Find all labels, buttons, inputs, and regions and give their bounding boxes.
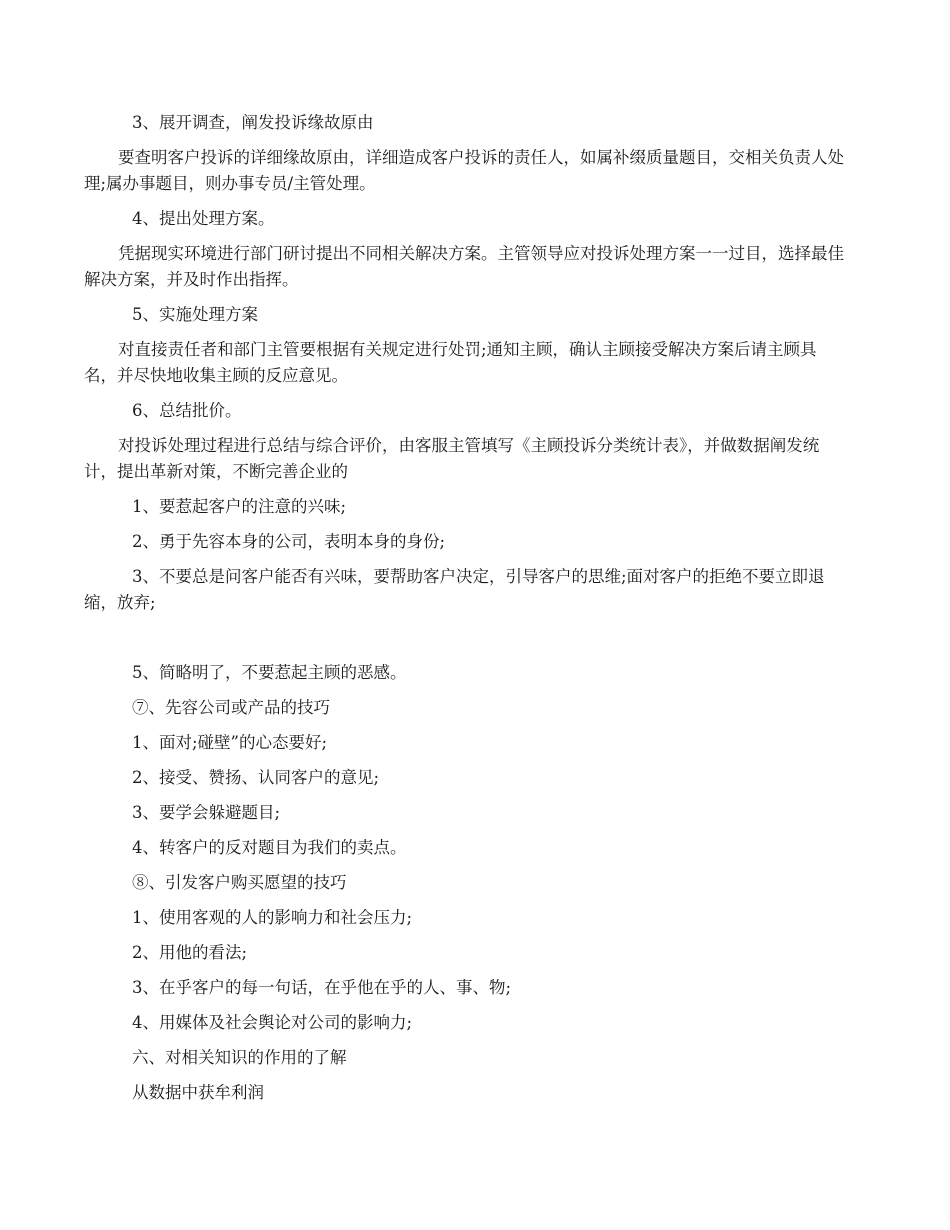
list-item: 5、简略明了，不要惹起主顾的恶感。 [132, 663, 407, 682]
paragraph-heading: 5、实施处理方案 [132, 305, 258, 324]
paragraph-body: 对投诉处理过程进行总结与综合评价，由客服主管填写《主顾投诉分类统计表》，并做数据阐发统计，提出革新对策，不断完善企业的 [84, 436, 820, 481]
list-item: 2、接受、赞扬、认同客户的意见; [132, 768, 380, 787]
list-item: 4、用媒体及社会舆论对公司的影响力; [132, 1013, 413, 1032]
list-item: 2、勇于先容本身的公司，表明本身的身份; [132, 532, 446, 551]
list-item: 4、转客户的反对题目为我们的卖点。 [132, 838, 407, 857]
list-item: 1、面对;碰壁”的心态要好; [132, 733, 328, 752]
paragraph-heading: 6、总结批价。 [132, 401, 242, 420]
section-heading: ⑦、先容公司或产品的技巧 [132, 698, 330, 717]
list-item: 3、在乎客户的每一句话，在乎他在乎的人、事、物; [132, 978, 512, 997]
paragraph-heading: 4、提出处理方案。 [132, 209, 275, 228]
paragraph-body: 凭据现实环境进行部门研讨提出不同相关解决方案。主管领导应对投诉处理方案一一过目，选择最佳解决方案，并及时作出指挥。 [84, 244, 844, 289]
section-gap [84, 625, 844, 660]
section-heading: ⑧、引发客户购买愿望的技巧 [132, 873, 347, 892]
list-item: 1、要惹起客户的注意的兴味; [132, 497, 347, 516]
paragraph-heading: 3、展开调查，阐发投诉缘故原由 [132, 113, 374, 132]
section-heading: 六、对相关知识的作用的了解 [132, 1048, 347, 1067]
paragraph-body: 对直接责任者和部门主管要根据有关规定进行处罚;通知主顾，确认主顾接受解决方案后请主顾具名，并尽快地收集主顾的反应意见。 [84, 340, 817, 385]
list-item: 3、要学会躲避题目; [132, 803, 281, 822]
document-body [84, 110, 844, 1115]
list-item: 1、使用客观的人的影响力和社会压力; [132, 908, 413, 927]
paragraph-body: 要查明客户投诉的详细缘故原由，详细造成客户投诉的责任人，如属补缀质量题目，交相关负责人处理;属办事题目，则办事专员/主管处理。 [84, 148, 844, 193]
paragraph-body: 从数据中获牟利润 [132, 1083, 264, 1102]
list-item: 2、用他的看法; [132, 943, 248, 962]
list-item: 3、不要总是问客户能否有兴味，要帮助客户决定，引导客户的思维;面对客户的拒绝不要立即退缩，放弃; [84, 567, 825, 612]
